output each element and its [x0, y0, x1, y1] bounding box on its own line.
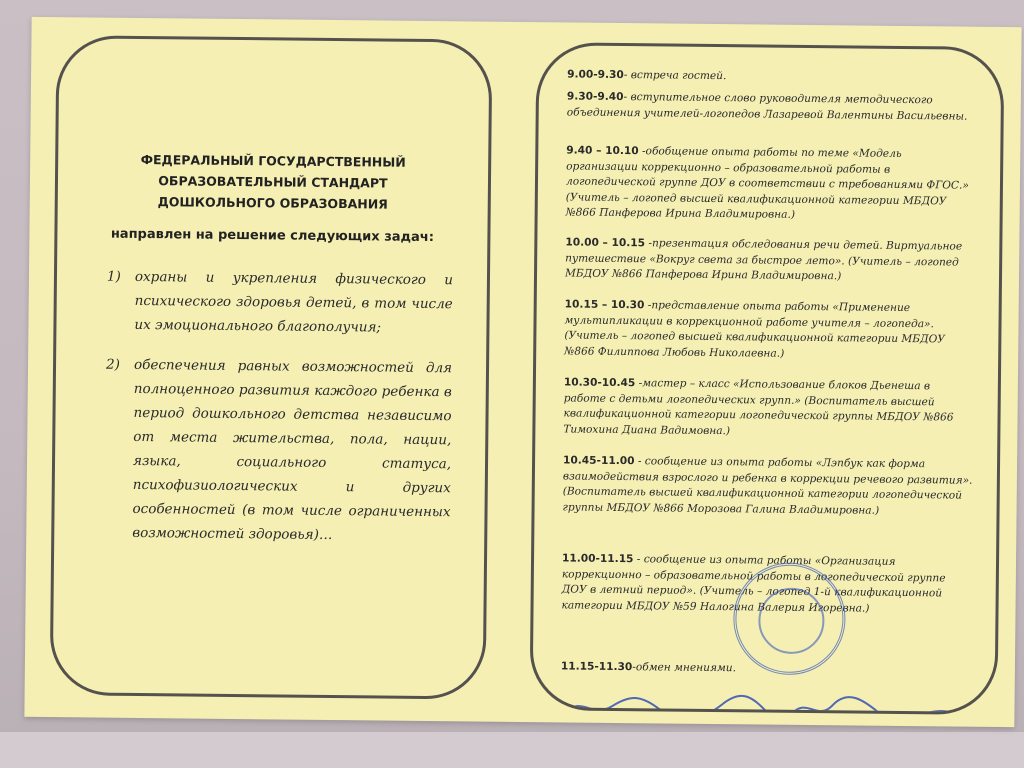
- task-number: 2): [105, 356, 120, 373]
- task-item: [105, 353, 453, 548]
- program-time: 9.30-9.40: [566, 90, 624, 104]
- program-item: [565, 235, 975, 286]
- task-item: [106, 265, 454, 340]
- program-time: 11.15-11.30: [560, 660, 633, 674]
- program-sheet: [24, 17, 1021, 727]
- program-item: [566, 143, 977, 225]
- program-item: [564, 297, 975, 363]
- program-time: 10.00 – 10.15: [565, 236, 646, 250]
- program-time: 10.30-10.45: [563, 376, 636, 390]
- program-panel: [529, 42, 1004, 715]
- program-text: -презентация обследования речи детей. Виртуальное путешествие «Вокруг света за быстрое лето». (Учитель – логопед МБДОУ №866 Панферова Ирина Владимировна.): [564, 237, 963, 283]
- program-time: 10.15 – 10.30: [564, 298, 645, 312]
- tasks-intro: направлен на решение следующих задач:: [110, 226, 435, 246]
- program-time: 9.40 – 10.10: [566, 144, 639, 158]
- program-text: - сообщение из опыта работы «Организация коррекционно – образовательной работы в логопедической группе ДОУ в летний период». (Учитель – логопед 1-й квалификационной категории МБДОУ №59 Налогина Валерия Игоревна.): [561, 553, 946, 615]
- program-time: 10.45-11.00: [563, 454, 635, 468]
- standard-title-line: ФЕДЕРАЛЬНЫЙ ГОСУДАРСТВЕННЫЙ: [140, 151, 406, 170]
- fgos-panel: [50, 35, 493, 700]
- program-text: - сообщение из опыта работы «Лэпбук как форма взаимодействия взрослого и ребенка в коррекции речевого развития». (Воспитатель высшей квалификационной категории логопедической группы МБДОУ №866 Морозова Галина Владимировна.): [562, 455, 973, 517]
- table-surface: [0, 732, 1024, 768]
- program-text: -обмен мнениями.: [632, 661, 737, 675]
- standard-title-line: ДОШКОЛЬНОГО ОБРАЗОВАНИЯ: [157, 194, 388, 212]
- program-time: 9.00-9.30: [567, 68, 624, 82]
- task-text: охраны и укрепления физического и психического здоровья детей, в том числе их эмоционального благополучия;: [134, 268, 454, 336]
- program-text: -мастер – класс «Использование блоков Дьенеша в работе с детьми логопедических групп.» (Воспитатель высшей квалификационной категории логопедической группы МБДОУ №866 Тимохина Диана Вадимовна.): [563, 377, 954, 437]
- standard-title: [58, 148, 489, 215]
- task-text: обеспечения равных возможностей для полноценного развития каждого ребенка в период дошкольного детства независимо от места жительства, пола, нации, языка, социального статуса, психофизиологических и других особенностей (в том числе ограниченных возможностей здоровья)…: [132, 356, 453, 544]
- program-item: [567, 67, 977, 87]
- program-item: [563, 453, 974, 519]
- program-text: -представление опыта работы «Применение мультипликации в коррекционной работе учителя – логопеда». (Учитель – логопед высшей квалификационной категории МБДОУ №866 Филиппова Любовь Николаевна.): [564, 299, 946, 360]
- program-text: -обобщение опыта работы по теме «Модель организации коррекционно – образовательной работы в логопедической группе ДОУ в соответствии с требованиями ФГОС.» (Учитель – логопед высшей квалификационной категории МБДОУ №866 Панферова Ирина Владимировна.): [565, 145, 969, 221]
- round-stamp: [733, 562, 846, 675]
- program-text: - встреча гостей.: [623, 69, 727, 83]
- program-text: - вступительное слово руководителя методического объединения учителей-логопедов Лазаревой Валентины Васильевны.: [566, 91, 968, 123]
- program-time: 11.00-11.15: [561, 552, 634, 566]
- handwritten-signature: [552, 690, 972, 715]
- standard-title-line: ОБРАЗОВАТЕЛЬНЫЙ СТАНДАРТ: [158, 173, 388, 191]
- task-number: 1): [106, 268, 121, 285]
- program-item: [567, 89, 977, 124]
- program-item: [563, 375, 974, 441]
